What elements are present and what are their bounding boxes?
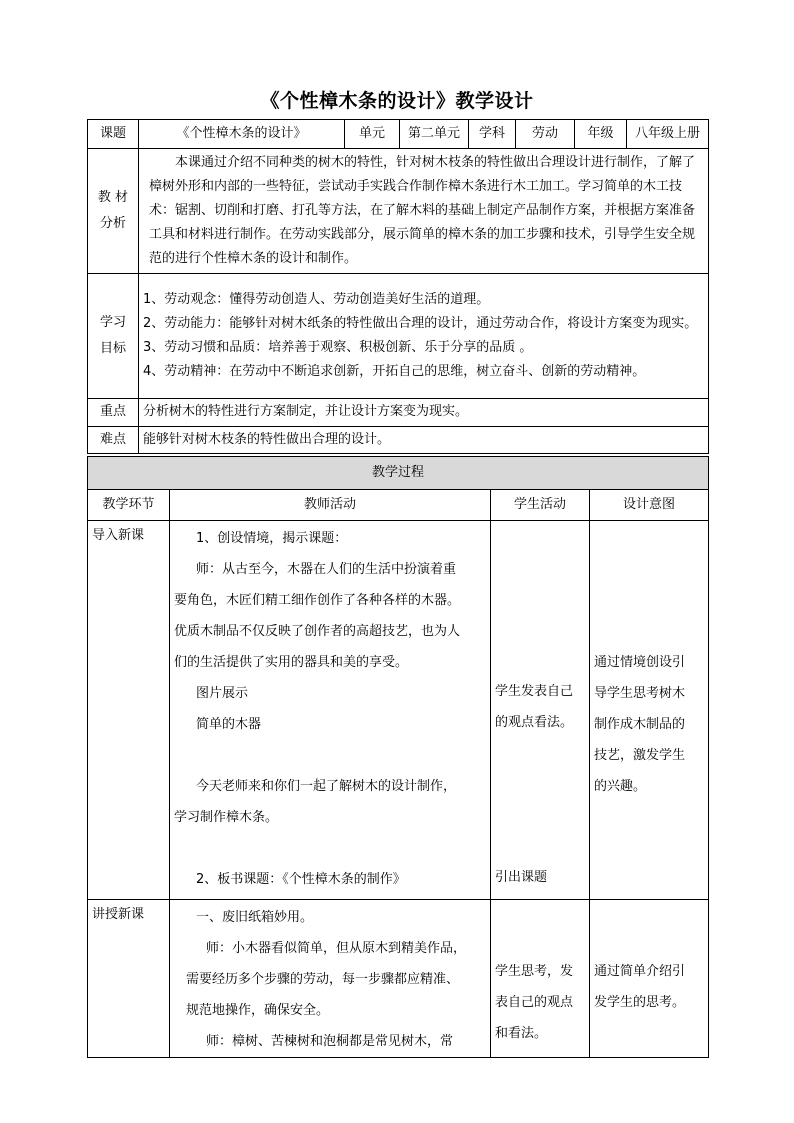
lecture-teacher-line: 需要经历多个步骤的劳动，每一步骤都应精准、 — [186, 972, 460, 987]
topic-value: 《个性樟木条的设计》 — [139, 120, 345, 149]
subject-value: 劳动 — [516, 120, 575, 149]
intro-teacher-line: 师：从古至今，木器在人们的生活中扮演着重 — [196, 562, 457, 577]
intro-student-line: 引出课题 — [495, 870, 548, 885]
objectives-label-line2: 目标 — [99, 341, 126, 356]
document-title: 《个性樟木条的设计》教学设计 — [260, 90, 534, 112]
unit-value: 第二单元 — [400, 120, 469, 149]
objectives-label — [88, 274, 139, 399]
subject-label: 学科 — [469, 120, 516, 149]
process-title: 教学过程 — [88, 457, 709, 490]
header-teacher: 教师活动 — [170, 490, 491, 521]
spacer — [174, 833, 486, 864]
topic-label: 课题 — [88, 120, 139, 149]
lecture-student-line: 学生思考，发 — [495, 964, 574, 979]
objective-item: 4、劳动精神：在劳动中不断追求创新，开拓自己的思维，树立奋斗、创新的劳动精神。 — [143, 364, 646, 379]
objective-item: 2、劳动能力：能够针对树木纸条的特性做出合理的设计，通过劳动合作，将设计方案变为现实。 — [143, 316, 698, 331]
analysis-text-cell — [139, 149, 709, 274]
intro-student-line: 学生发表自己 — [495, 684, 574, 699]
spacer — [174, 740, 486, 771]
intro-row — [88, 521, 709, 900]
unit-label: 单元 — [345, 120, 400, 149]
header-student: 学生活动 — [491, 490, 590, 521]
intro-teacher-line: 学习制作樟木条。 — [174, 810, 279, 825]
lecture-stage: 讲授新课 — [88, 900, 170, 1058]
process-header-row — [88, 490, 709, 521]
lecture-teacher-activity — [170, 900, 491, 1058]
intro-intent-line: 制作成木制品的 — [594, 717, 686, 732]
objectives-list — [139, 274, 709, 399]
lesson-info-table — [87, 119, 709, 454]
intro-intent-line: 技艺，激发学生 — [594, 748, 686, 763]
analysis-label-line1: 教 材 — [97, 189, 129, 205]
spacer — [594, 900, 704, 956]
intro-teacher-line: 图片展示 — [196, 686, 249, 701]
intro-teacher-line: 今天老师来和你们一起了解树木的设计制作， — [196, 779, 457, 794]
objective-item: 1、劳动观念：懂得劳动创造人、劳动创造美好生活的道理。 — [143, 292, 490, 307]
grade-value: 八年级上册 — [627, 120, 709, 149]
lecture-student-line: 和看法。 — [495, 1026, 548, 1041]
intro-teacher-line: 简单的木器 — [196, 717, 262, 732]
key-point-label: 重点 — [88, 399, 139, 427]
process-table — [87, 456, 709, 1058]
difficulty-label: 难点 — [88, 427, 139, 454]
lecture-row — [88, 900, 709, 1058]
grade-label: 年级 — [575, 120, 627, 149]
difficulty-row — [88, 427, 709, 454]
intro-intent-line: 通过情境创设引 — [594, 655, 686, 670]
lecture-teacher-line: 师：樟树、苦楝树和泡桐都是常见树木，常 — [206, 1034, 454, 1049]
objectives-row — [88, 274, 709, 399]
lecture-teacher-line: 师：小木器看似简单，但从原木到精美作品， — [206, 941, 467, 956]
key-point-text: 分析树木的特性进行方案制定，并让设计方案变为现实。 — [139, 399, 709, 427]
intro-teacher-line: 要角色，木匠们精工细作创作了各种各样的木器。 — [174, 593, 461, 608]
spacer — [594, 521, 704, 647]
lecture-intent-line: 通过简单介绍引 — [594, 964, 686, 979]
intro-teacher-activity — [170, 521, 491, 900]
analysis-label — [88, 149, 139, 274]
intro-design-intent — [590, 521, 709, 900]
intro-stage: 导入新课 — [88, 521, 170, 900]
spacer — [495, 521, 585, 676]
lecture-intent-line: 发学生的思考。 — [594, 995, 686, 1010]
info-row — [88, 120, 709, 149]
spacer — [495, 900, 585, 956]
intro-student-line: 的观点看法。 — [495, 715, 574, 730]
header-stage: 教学环节 — [88, 490, 170, 521]
process-title-row — [88, 457, 709, 490]
objectives-label-line1: 学习 — [99, 314, 126, 330]
analysis-row — [88, 149, 709, 274]
objective-item: 3、劳动习惯和品质：培养善于观察、积极创新、乐于分享的品质 。 — [143, 340, 533, 355]
difficulty-text: 能够针对树木枝条的特性做出合理的设计。 — [139, 427, 709, 454]
intro-teacher-line: 1、创设情境，揭示课题： — [196, 531, 348, 546]
lecture-design-intent — [590, 900, 709, 1058]
intro-intent-line: 的兴趣。 — [594, 779, 647, 794]
lecture-teacher-line: 规范地操作，确保安全。 — [186, 1003, 330, 1018]
lecture-student-line: 表自己的观点 — [495, 995, 574, 1010]
lecture-teacher-line: 一、废旧纸箱妙用。 — [196, 910, 314, 925]
key-point-row — [88, 399, 709, 427]
lecture-student-activity — [491, 900, 590, 1058]
intro-student-activity — [491, 521, 590, 900]
intro-teacher-line: 优质木制品不仅反映了创作者的高超技艺，也为人 — [174, 624, 461, 639]
header-intent: 设计意图 — [590, 490, 709, 521]
intro-teacher-line: 们的生活提供了实用的器具和美的享受。 — [174, 655, 409, 670]
intro-teacher-line: 2、板书课题：《个性樟木条的制作》 — [196, 872, 406, 887]
analysis-label-line2: 分析 — [99, 216, 126, 231]
intro-intent-line: 导学生思考树木 — [594, 686, 686, 701]
spacer — [495, 738, 585, 862]
analysis-text: 本课通过介绍不同种类的树木的特性，针对树木枝条的特性做出合理设计进行制作，了解了樟树外形和内部的一些特征，尝试动手实践合作制作樟木条进行木工加工。学习简单的木工技术：锯割、切削和打磨、打孔等方法，在了解木料的基础上制定产品制作方案，并根据方案准备工具和材料进行制作。在劳动实践部分，展示简单的樟木条的加工步骤和技术，引导学生安全规范的进行个性樟木条的设计和制作。 — [149, 155, 696, 266]
